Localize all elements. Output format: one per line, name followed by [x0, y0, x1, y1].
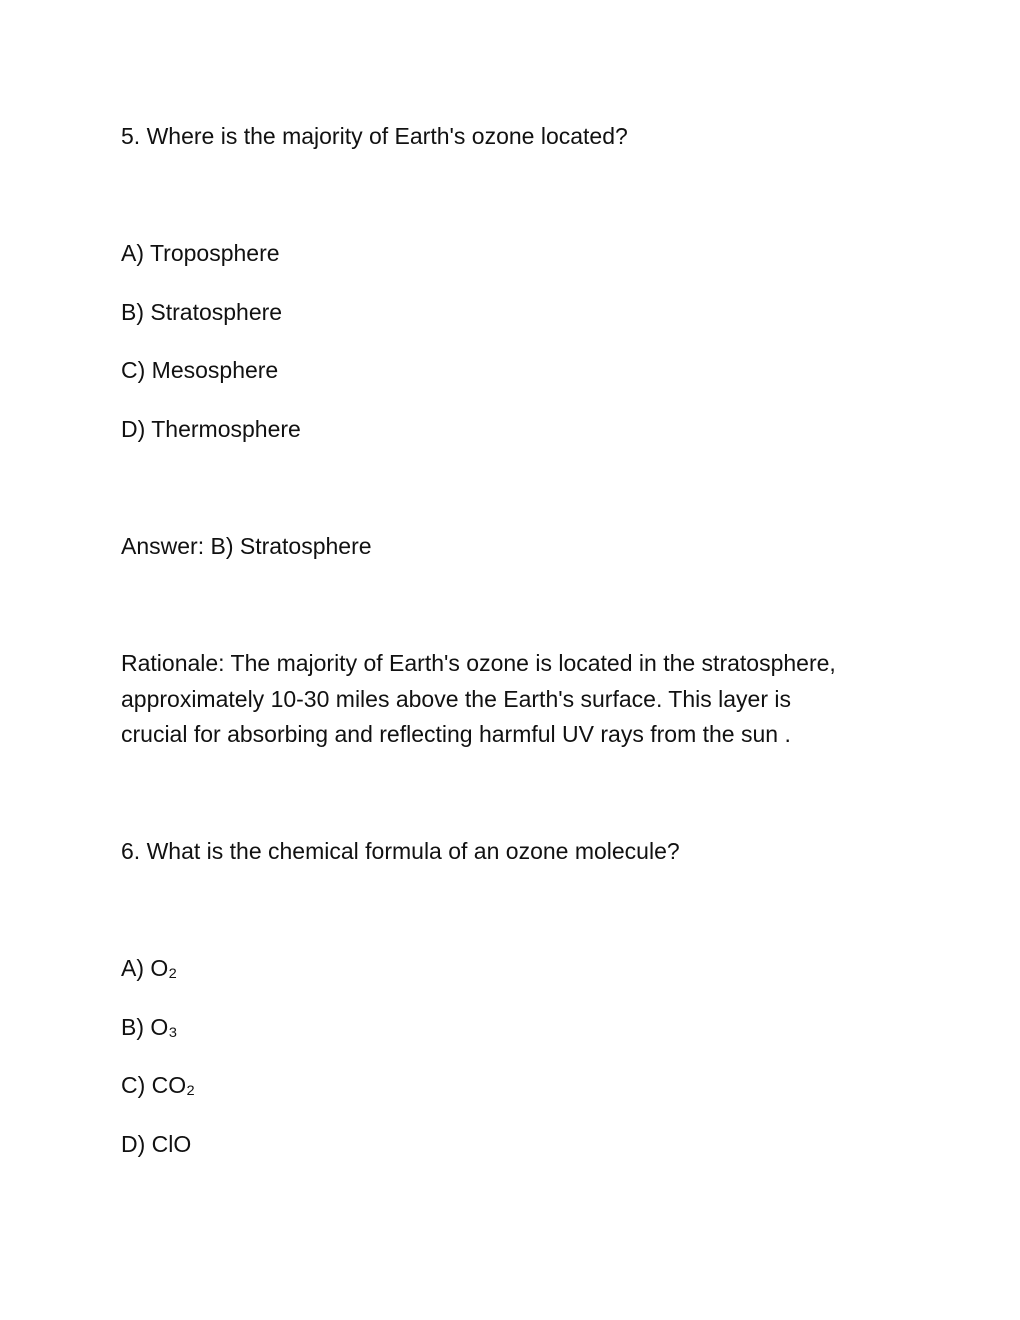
question-5-text: 5. Where is the majority of Earth's ozone located? [121, 123, 628, 149]
rationale-line-3: crucial for absorbing and reflecting harmful UV rays from the sun . [121, 721, 791, 747]
rationale-line-2: approximately 10-30 miles above the Earth's surface. This layer is [121, 685, 791, 712]
question-6-text: 6. What is the chemical formula of an ozone molecule? [121, 838, 680, 864]
q6-option-b: B) O₃ [121, 1014, 178, 1040]
q5-option-c: C) Mesosphere [121, 357, 279, 383]
q6-option-a: A) O₂ [121, 955, 178, 981]
q5-option-d: D) Thermosphere [121, 416, 301, 442]
q6-option-d: D) ClO [121, 1131, 192, 1157]
q5-option-a: A) Troposphere [121, 240, 280, 266]
q5-option-b: B) Stratosphere [121, 299, 283, 325]
q6-option-c: C) CO₂ [121, 1072, 196, 1098]
q5-answer: Answer: B) Stratosphere [121, 533, 372, 559]
rationale-line-1: Rationale: The majority of Earth's ozone is located in the stratosphere, [121, 650, 836, 676]
q5-rationale [121, 646, 921, 753]
